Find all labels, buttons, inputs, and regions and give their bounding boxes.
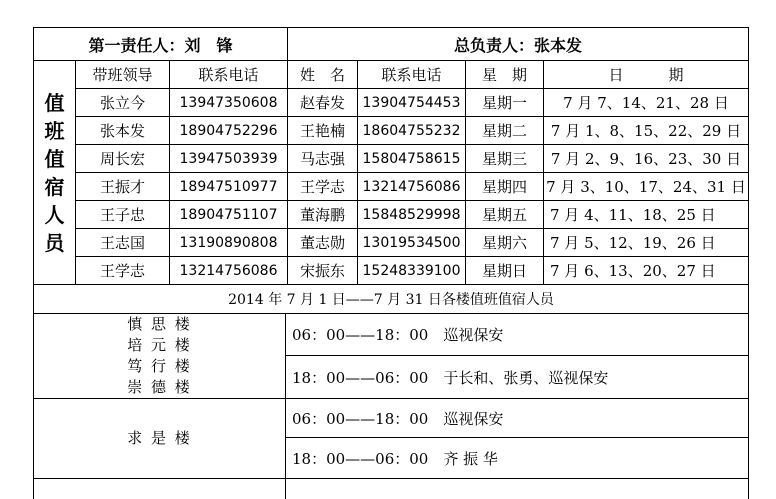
- table-cell-leader-phone: [169, 89, 287, 117]
- weekday: 星期四: [481, 178, 527, 196]
- first-responsible-text: 第一责任人：刘 锋: [88, 35, 233, 55]
- duty-dates: 7 月 3、10、17、24、31 日: [546, 178, 746, 196]
- staff-phone: 15804758615: [362, 150, 461, 167]
- building-name: 慎 思 楼: [127, 315, 192, 333]
- first-responsible-cell: [33, 27, 287, 61]
- table-cell-name: [287, 117, 357, 145]
- leader-name: 王子忠: [99, 206, 145, 224]
- table-cell-weekday: [465, 229, 543, 257]
- table-cell-name: [287, 89, 357, 117]
- duty-dates: 7 月 6、13、20、27 日: [550, 262, 716, 280]
- table-cell-phone: [357, 89, 465, 117]
- duty-roster-table: [33, 27, 749, 497]
- staff-name: 王学志: [299, 178, 345, 196]
- table-cell-dates: [543, 145, 749, 173]
- table-cell-dates: [543, 89, 749, 117]
- table-cell-weekday: [465, 117, 543, 145]
- col-header-leader: [75, 61, 169, 89]
- col-header-dates: [543, 61, 749, 89]
- table-cell-leader: [75, 229, 169, 257]
- leader-phone: 18947510977: [179, 178, 278, 195]
- table-cell-name: [287, 257, 357, 285]
- table-cell-phone: [357, 201, 465, 229]
- col-header-text: 日 期: [608, 66, 684, 84]
- table-cell-dates: [543, 173, 749, 201]
- duty-dates: 7 月 5、12、19、26 日: [550, 234, 716, 252]
- table-cell-leader-phone: [169, 229, 287, 257]
- leader-phone: 13190890808: [179, 234, 278, 251]
- duty-dates: 7 月 7、14、21、28 日: [563, 94, 729, 112]
- staff-name: 董海鹏: [299, 206, 345, 224]
- table-cell-dates: [543, 229, 749, 257]
- table-cell-phone: [357, 117, 465, 145]
- building-group-names: [33, 314, 285, 399]
- leader-name: 王振才: [99, 178, 145, 196]
- duty-dates: 7 月 1、8、15、22、29 日: [550, 122, 742, 140]
- table-cell-weekday: [465, 201, 543, 229]
- staff-phone: 13214756086: [362, 178, 461, 195]
- table-cell-name: [287, 145, 357, 173]
- table-cell-weekday: [465, 173, 543, 201]
- weekday: 星期一: [481, 94, 527, 112]
- table-cell-leader-phone: [169, 201, 287, 229]
- chief-responsible-text: 总负责人：张本发: [453, 35, 582, 55]
- side-char: 人: [44, 203, 65, 227]
- weekday: 星期二: [481, 122, 527, 140]
- night-shift-text: 18：00——06：00 齐 振 华: [292, 449, 498, 468]
- staff-phone: 13904754453: [362, 94, 461, 111]
- table-cell-leader: [75, 173, 169, 201]
- building-day-shift: [285, 314, 749, 356]
- duty-dates: 7 月 2、9、16、23、30 日: [550, 150, 742, 168]
- building-name: 笃 行 楼: [127, 357, 192, 375]
- staff-name: 赵春发: [299, 94, 345, 112]
- table-cell-weekday: [465, 145, 543, 173]
- col-header-text: 姓 名: [299, 66, 345, 84]
- building-group-names: [33, 399, 285, 479]
- table-cell-leader: [75, 257, 169, 285]
- day-shift-text: 06：00——18：00 巡视保安: [292, 409, 504, 428]
- table-cell-leader-phone: [169, 145, 287, 173]
- section-title: [33, 285, 749, 314]
- col-header-text: 星 期: [481, 66, 527, 84]
- table-cell-dates: [543, 117, 749, 145]
- building-name: 崇 德 楼: [127, 378, 192, 396]
- leader-phone: 13947350608: [179, 94, 278, 111]
- duty-staff-side-label: [33, 61, 75, 285]
- side-char: 班: [44, 119, 65, 143]
- col-header-weekday: [465, 61, 543, 89]
- building-name: 培 元 楼: [127, 336, 192, 354]
- staff-name: 董志勋: [299, 234, 345, 252]
- leader-phone: 13947503939: [179, 150, 278, 167]
- table-cell-name: [287, 201, 357, 229]
- building-night-shift: [285, 438, 749, 479]
- col-header-leader-phone: [169, 61, 287, 89]
- table-cell-leader: [75, 89, 169, 117]
- table-cell-leader: [75, 145, 169, 173]
- table-cell-leader: [75, 117, 169, 145]
- weekday: 星期日: [481, 262, 527, 280]
- leader-name: 王学志: [99, 262, 145, 280]
- table-cell-weekday: [465, 89, 543, 117]
- table-cell-phone: [357, 257, 465, 285]
- section-title-text: 2014 年 7 月 1 日——7 月 31 日各楼值班值宿人员: [228, 292, 554, 308]
- staff-name: 马志强: [299, 150, 345, 168]
- side-char: 值: [44, 91, 65, 115]
- leader-phone: 13214756086: [179, 262, 278, 279]
- staff-phone: 15848529998: [362, 206, 461, 223]
- night-shift-text: 18：00——06：00 于长和、张勇、巡视保安: [292, 368, 609, 387]
- table-cell-leader-phone: [169, 257, 287, 285]
- col-header-name: [287, 61, 357, 89]
- building-night-shift: [285, 356, 749, 399]
- table-cell-leader-phone: [169, 173, 287, 201]
- duty-dates: 7 月 4、11、18、25 日: [550, 206, 716, 224]
- staff-phone: 18604755232: [362, 122, 461, 139]
- leader-name: 张立今: [99, 94, 145, 112]
- table-cell-phone: [357, 173, 465, 201]
- table-cell-name: [287, 229, 357, 257]
- leader-phone: 18904751107: [179, 206, 278, 223]
- building-name: 求 是 楼: [127, 429, 192, 447]
- table-cell-leader: [75, 201, 169, 229]
- col-header-phone: [357, 61, 465, 89]
- next-row-cell: [33, 479, 285, 499]
- chief-responsible-cell: [287, 27, 749, 61]
- weekday: 星期五: [481, 206, 527, 224]
- table-cell-phone: [357, 229, 465, 257]
- col-header-text: 带班领导: [92, 66, 153, 84]
- weekday: 星期三: [481, 150, 527, 168]
- side-char: 宿: [44, 175, 65, 199]
- col-header-text: 联系电话: [381, 66, 442, 84]
- side-char: 值: [44, 147, 65, 171]
- side-char: 员: [44, 231, 65, 255]
- table-cell-phone: [357, 145, 465, 173]
- leader-phone: 18904752296: [179, 122, 278, 139]
- staff-name: 王艳楠: [299, 122, 345, 140]
- day-shift-text: 06：00——18：00 巡视保安: [292, 326, 504, 344]
- staff-phone: 15248339100: [362, 262, 461, 279]
- table-cell-name: [287, 173, 357, 201]
- table-cell-dates: [543, 201, 749, 229]
- leader-name: 王志国: [99, 234, 145, 252]
- next-row-cell: [285, 479, 749, 499]
- table-cell-dates: [543, 257, 749, 285]
- building-day-shift: [285, 399, 749, 438]
- col-header-text: 联系电话: [198, 66, 259, 84]
- leader-name: 张本发: [99, 122, 145, 140]
- weekday: 星期六: [481, 234, 527, 252]
- leader-name: 周长宏: [99, 150, 145, 168]
- staff-name: 宋振东: [299, 262, 345, 280]
- table-cell-leader-phone: [169, 117, 287, 145]
- staff-phone: 13019534500: [362, 234, 461, 251]
- table-cell-weekday: [465, 257, 543, 285]
